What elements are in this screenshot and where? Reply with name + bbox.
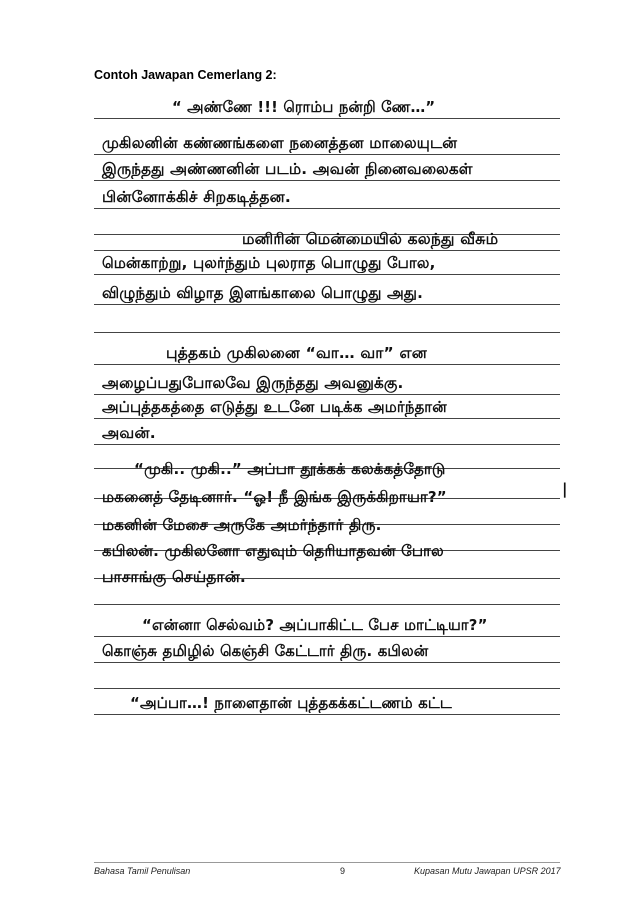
ruled-line bbox=[94, 364, 560, 365]
footer-document-title: Kupasan Mutu Jawapan UPSR 2017 bbox=[414, 866, 561, 876]
handwritten-line: “ அண்ணே !!! ரொம்ப நன்றி ணே…” bbox=[172, 98, 436, 116]
ruled-line bbox=[94, 444, 560, 445]
handwritten-answer-sheet bbox=[94, 96, 560, 716]
handwritten-line: முகிலனின் கண்ணங்களை நனைத்தன மாலையுடன் bbox=[102, 134, 458, 152]
handwritten-line: “என்னா செல்வம்? அப்பாகிட்ட பேச மாட்டியா?” bbox=[142, 616, 488, 634]
ruled-line bbox=[94, 714, 560, 715]
ruled-line bbox=[94, 636, 560, 637]
handwritten-line: மனிரின் மென்மையில் கலந்து வீசும் bbox=[242, 230, 499, 248]
handwritten-line: கொஞ்சு தமிழில் கெஞ்சி கேட்டார் திரு. கபிலன் bbox=[102, 642, 429, 660]
handwritten-line: இருந்தது அண்ணனின் படம். அவன் நினைவலைகள் bbox=[102, 160, 473, 178]
handwritten-line: அப்புத்தகத்தை எடுத்து உடனே படிக்க அமர்ந்தான் bbox=[102, 398, 447, 416]
handwritten-line: “அப்பா…! நாளைதான் புத்தகக்கட்டணம் கட்ட bbox=[130, 694, 452, 712]
ruled-line bbox=[94, 304, 560, 305]
ruled-line bbox=[94, 604, 560, 605]
ruled-line bbox=[94, 118, 560, 119]
page-heading: Contoh Jawapan Cemerlang 2: bbox=[94, 68, 277, 82]
ruled-line bbox=[94, 688, 560, 689]
handwritten-line: மகனின் மேசை அருகே அமர்ந்தார் திரு. bbox=[102, 516, 382, 534]
handwritten-line: கபிலன். முகிலனோ எதுவும் தெரியாதவன் போல bbox=[102, 542, 444, 560]
handwritten-line: மென்காற்று, புலர்ந்தும் புலராத பொழுது போல, bbox=[102, 254, 436, 272]
ruled-line bbox=[94, 332, 560, 333]
ruled-line bbox=[94, 274, 560, 275]
ruled-line bbox=[94, 418, 560, 419]
ruled-line bbox=[94, 180, 560, 181]
footer-page-number: 9 bbox=[340, 866, 346, 876]
footer-subject: Bahasa Tamil Penulisan bbox=[94, 866, 191, 876]
ruled-line bbox=[94, 154, 560, 155]
handwritten-line: பின்னோக்கிச் சிறகடித்தன. bbox=[102, 188, 291, 206]
handwritten-line: புத்தகம் முகிலனை “வா… வா” என bbox=[166, 344, 428, 362]
handwritten-line: அழைப்பதுபோலவே இருந்தது அவனுக்கு. bbox=[102, 374, 404, 392]
ruled-line bbox=[94, 250, 560, 251]
ruled-line bbox=[94, 662, 560, 663]
footer-divider bbox=[94, 862, 560, 863]
edge-mark: | bbox=[562, 480, 568, 498]
ruled-line bbox=[94, 208, 560, 209]
handwritten-line: “முகி.. முகி..” அப்பா தூக்கக் கலக்கத்தோடு bbox=[134, 460, 446, 478]
handwritten-line: மகனைத் தேடினார். “ஓ! நீ இங்க இருக்கிறாயா?” bbox=[102, 488, 447, 506]
handwritten-line: அவன். bbox=[102, 424, 156, 442]
ruled-line bbox=[94, 394, 560, 395]
handwritten-line: விழுந்தும் விழாத இளங்காலை பொழுது அது. bbox=[102, 284, 424, 302]
handwritten-line: பாசாங்கு செய்தான். bbox=[102, 568, 247, 586]
